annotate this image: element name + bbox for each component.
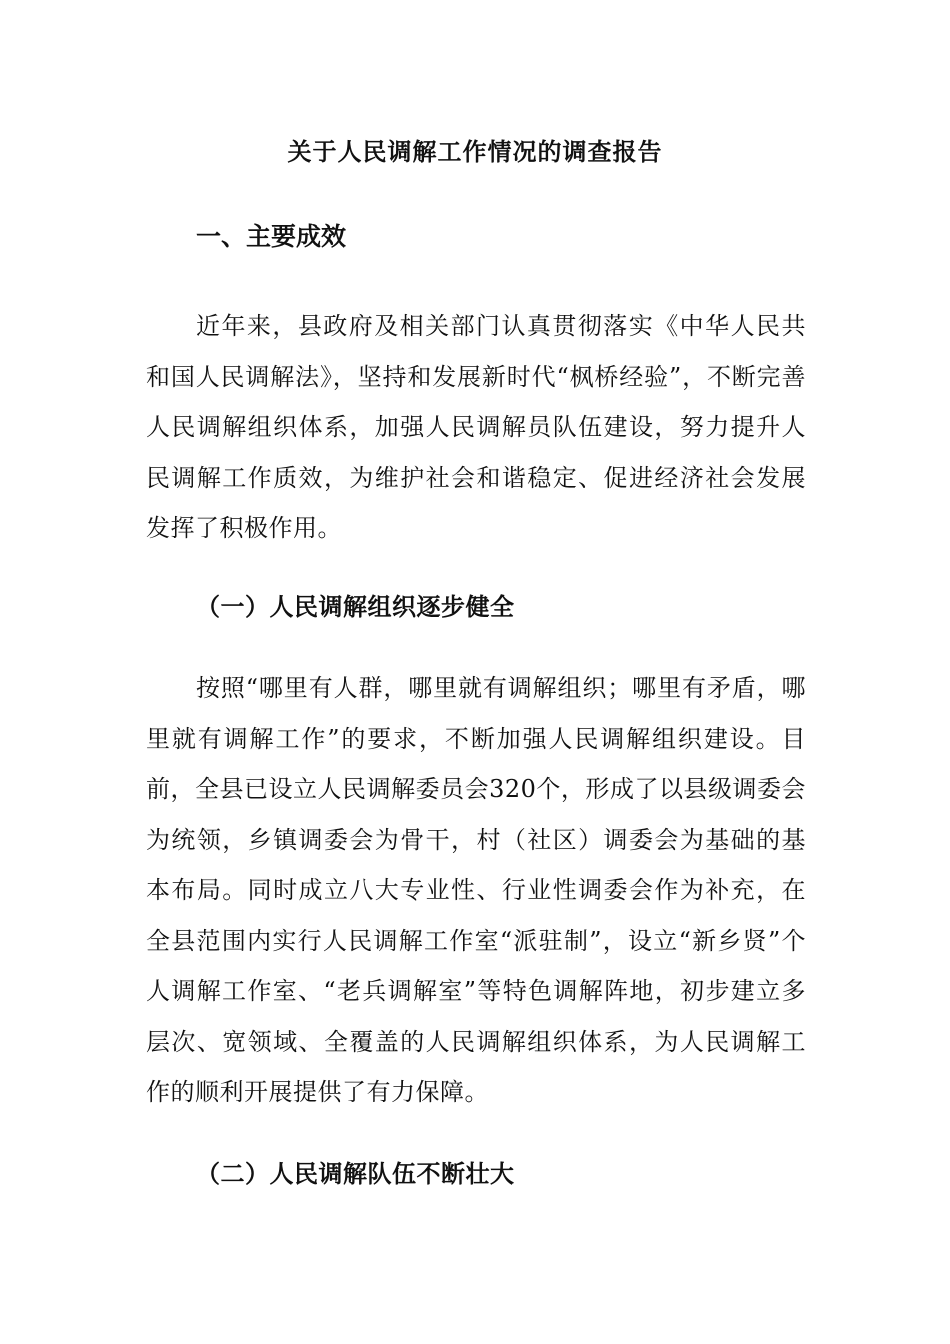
paragraph-intro: 近年来，县政府及相关部门认真贯彻落实《中华人民共和国人民调解法》，坚持和发展新时代“枫桥经验”，不断完善人民调解组织体系，加强人民调解员队伍建设，努力提升人民调解工作质效，为维护社会和谐稳定、促进经济社会发展发挥了积极作用。 xyxy=(146,312,806,542)
subheading-organization: （一）人民调解组织逐步健全 xyxy=(196,592,515,621)
paragraph-organization: 按照“哪里有人群，哪里就有调解组织；哪里有矛盾，哪里就有调解工作”的要求，不断加强人民调解组织建设。目前，全县已设立人民调解委员会320个，形成了以县级调委会为统领，乡镇调委会为骨干，村（社区）调委会为基础的基本布局。同时成立八大专业性、行业性调委会作为补充，在全县范围内实行人民调解工作室“派驻制”，设立“新乡贤”个人调解工作室、“老兵调解室”等特色调解阵地，初步建立多层次、宽领域、全覆盖的人民调解组织体系，为人民调解工作的顺利开展提供了有力保障。 xyxy=(146,674,806,1106)
section-heading-main-results: 一、主要成效 xyxy=(196,222,347,251)
document-title: 关于人民调解工作情况的调查报告 xyxy=(287,137,663,166)
subheading-team: （二）人民调解队伍不断壮大 xyxy=(196,1159,515,1188)
